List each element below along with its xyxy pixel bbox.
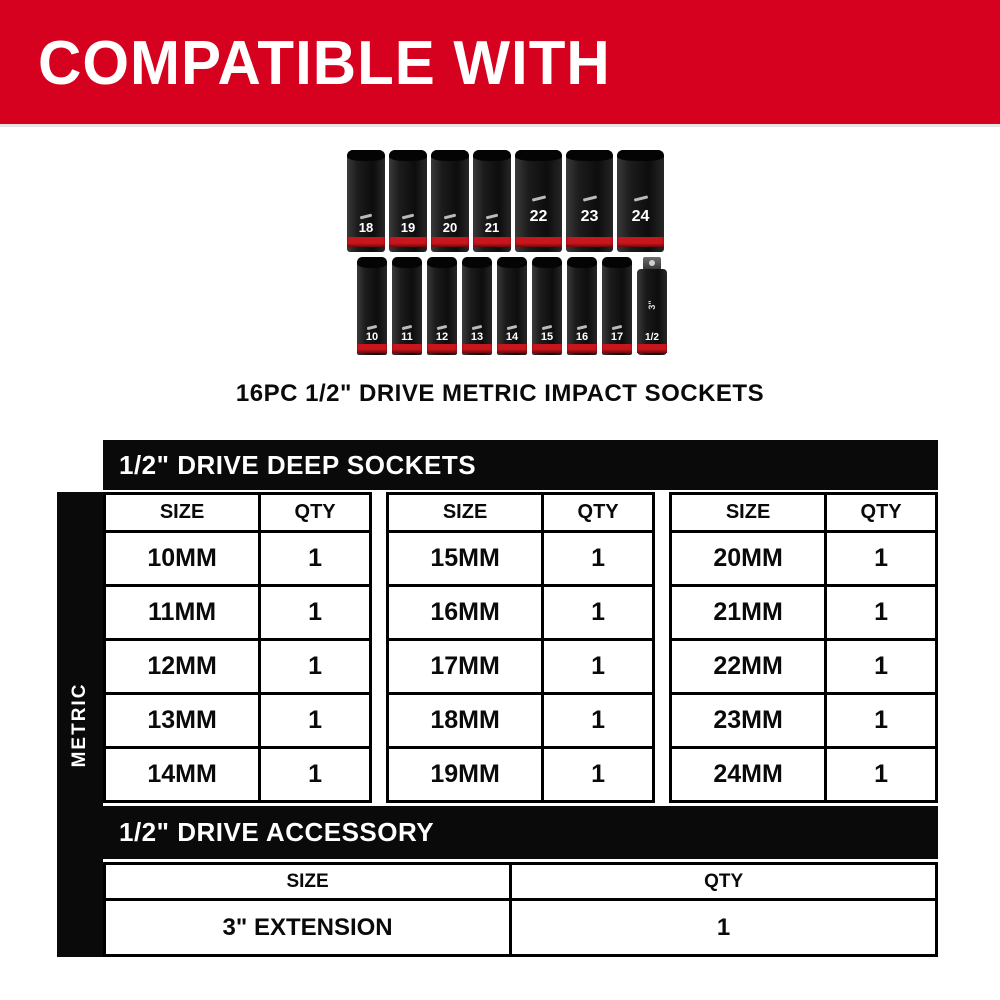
- qty-cell: 1: [308, 544, 323, 572]
- table-row: [389, 584, 652, 638]
- socket-opening: [392, 257, 422, 268]
- socket-size-label: 19: [400, 220, 416, 235]
- milwaukee-logo-mark: [633, 195, 647, 201]
- socket-15: [532, 257, 562, 355]
- milwaukee-logo-mark: [507, 325, 517, 330]
- socket-size-label: 18: [358, 220, 374, 235]
- table-row: [672, 638, 935, 692]
- table-row: [672, 530, 935, 584]
- extension-shaft-label: 3": [647, 300, 657, 310]
- socket-11: [392, 257, 422, 355]
- qty-cell: 1: [591, 652, 606, 680]
- table-header-row: [106, 865, 935, 898]
- socket-opening: [497, 257, 527, 268]
- size-cell: 19MM: [389, 749, 544, 800]
- extension-drive-label: 1/2: [645, 332, 659, 343]
- size-cell: 10MM: [106, 533, 261, 584]
- metric-side-strip: [57, 492, 103, 957]
- qty-cell: 1: [591, 598, 606, 626]
- socket-17: [602, 257, 632, 355]
- red-band: [515, 237, 562, 247]
- socket-size-label: 17: [610, 331, 624, 343]
- deep-sockets-section-title: 1/2" DRIVE DEEP SOCKETS: [119, 449, 477, 480]
- socket-18: [347, 150, 385, 252]
- milwaukee-logo-mark: [402, 325, 412, 330]
- socket-opening: [462, 257, 492, 268]
- deep-sockets-table-group-3: [669, 492, 938, 803]
- socket-21: [473, 150, 511, 252]
- socket-size-label: 11: [401, 331, 413, 343]
- size-cell: 3" EXTENSION: [106, 901, 512, 954]
- red-band: [497, 344, 527, 353]
- table-row: [389, 746, 652, 800]
- milwaukee-logo-mark: [531, 195, 545, 201]
- size-cell: 16MM: [389, 587, 544, 638]
- size-cell: 18MM: [389, 695, 544, 746]
- qty-cell: 1: [591, 706, 606, 734]
- table-row: [106, 692, 369, 746]
- red-band: [431, 237, 469, 247]
- deep-sockets-section-bar: [103, 440, 938, 490]
- table-row: [106, 746, 369, 800]
- size-cell: 15MM: [389, 533, 544, 584]
- qty-cell: 1: [308, 652, 323, 680]
- milwaukee-logo-mark: [542, 325, 552, 330]
- red-band: [462, 344, 492, 353]
- qty-cell: 1: [874, 760, 889, 788]
- drive-extension: [637, 257, 667, 355]
- size-column-header: SIZE: [106, 865, 512, 898]
- table-header-row: [106, 495, 369, 530]
- socket-size-label: 10: [365, 331, 379, 343]
- socket-13: [462, 257, 492, 355]
- qty-cell: 1: [874, 598, 889, 626]
- qty-cell: 1: [308, 598, 323, 626]
- table-row: [389, 638, 652, 692]
- socket-opening: [473, 150, 511, 161]
- size-cell: 24MM: [672, 749, 827, 800]
- accessory-section-bar: [103, 806, 938, 859]
- table-row: [672, 584, 935, 638]
- qty-cell: 1: [874, 706, 889, 734]
- socket-image-top-row: [347, 150, 664, 252]
- socket-size-label: 23: [580, 208, 599, 225]
- socket-opening: [357, 257, 387, 268]
- qty-cell: 1: [716, 913, 731, 941]
- accessory-table: [103, 862, 938, 957]
- accessory-section-title: 1/2" DRIVE ACCESSORY: [119, 817, 435, 847]
- red-band: [427, 344, 457, 353]
- socket-19: [389, 150, 427, 252]
- socket-opening: [515, 150, 562, 161]
- socket-opening: [431, 150, 469, 161]
- red-band: [567, 344, 597, 353]
- socket-size-label: 21: [484, 220, 500, 235]
- socket-24: [617, 150, 664, 252]
- milwaukee-logo-mark: [367, 325, 377, 330]
- red-band: [392, 344, 422, 353]
- red-band: [347, 237, 385, 247]
- socket-size-label: 15: [540, 331, 554, 343]
- socket-opening: [427, 257, 457, 268]
- socket-opening: [532, 257, 562, 268]
- table-row: [389, 692, 652, 746]
- red-band: [389, 237, 427, 247]
- milwaukee-logo-mark: [360, 214, 372, 220]
- table-row: [106, 584, 369, 638]
- socket-opening: [389, 150, 427, 161]
- socket-size-label: 22: [529, 208, 548, 225]
- milwaukee-logo-mark: [402, 214, 414, 220]
- qty-cell: 1: [591, 760, 606, 788]
- table-row: [106, 530, 369, 584]
- socket-opening: [617, 150, 664, 161]
- table-row: [106, 898, 935, 954]
- milwaukee-logo-mark: [444, 214, 456, 220]
- size-cell: 17MM: [389, 641, 544, 692]
- socket-size-label: 13: [470, 331, 484, 343]
- milwaukee-logo-mark: [472, 325, 482, 330]
- red-band: [566, 237, 613, 247]
- red-band: [602, 344, 632, 353]
- socket-16: [567, 257, 597, 355]
- qty-column-header: QTY: [577, 501, 619, 523]
- socket-22: [515, 150, 562, 252]
- socket-size-label: 14: [505, 331, 519, 343]
- deep-sockets-table-group-2: [386, 492, 655, 803]
- deep-sockets-table: [103, 492, 938, 803]
- qty-column-header: QTY: [294, 501, 336, 523]
- banner-title: COMPATIBLE WITH: [38, 27, 611, 97]
- size-column-header: SIZE: [672, 495, 827, 530]
- socket-10: [357, 257, 387, 355]
- size-cell: 14MM: [106, 749, 261, 800]
- socket-image-bottom-row: [357, 257, 667, 355]
- size-cell: 12MM: [106, 641, 261, 692]
- size-cell: 22MM: [672, 641, 827, 692]
- socket-20: [431, 150, 469, 252]
- milwaukee-logo-mark: [486, 214, 498, 220]
- qty-cell: 1: [308, 706, 323, 734]
- deep-sockets-table-group-1: [103, 492, 372, 803]
- red-band: [617, 237, 664, 247]
- table-row: [672, 692, 935, 746]
- qty-cell: 1: [874, 652, 889, 680]
- table-row: [389, 530, 652, 584]
- milwaukee-logo-mark: [437, 325, 447, 330]
- size-cell: 11MM: [106, 587, 261, 638]
- size-column-header: SIZE: [106, 495, 261, 530]
- socket-opening: [566, 150, 613, 161]
- size-cell: 23MM: [672, 695, 827, 746]
- size-cell: 13MM: [106, 695, 261, 746]
- compatible-with-banner: [0, 0, 1000, 124]
- table-header-row: [389, 495, 652, 530]
- red-band: [532, 344, 562, 353]
- table-row: [106, 638, 369, 692]
- milwaukee-logo-mark: [582, 195, 596, 201]
- socket-size-label: 12: [435, 331, 449, 343]
- qty-cell: 1: [591, 544, 606, 572]
- socket-14: [497, 257, 527, 355]
- detent-hole: [649, 260, 655, 266]
- socket-opening: [602, 257, 632, 268]
- size-column-header: SIZE: [389, 495, 544, 530]
- socket-size-label: 24: [631, 208, 650, 225]
- qty-column-header: QTY: [860, 501, 902, 523]
- milwaukee-logo-mark: [612, 325, 622, 330]
- metric-side-label: METRIC: [69, 682, 90, 767]
- qty-cell: 1: [308, 760, 323, 788]
- table-header-row: [672, 495, 935, 530]
- table-row: [672, 746, 935, 800]
- red-band: [473, 237, 511, 247]
- red-band: [357, 344, 387, 353]
- socket-12: [427, 257, 457, 355]
- socket-size-label: 20: [442, 220, 458, 235]
- qty-cell: 1: [874, 544, 889, 572]
- socket-opening: [567, 257, 597, 268]
- size-cell: 20MM: [672, 533, 827, 584]
- size-cell: 21MM: [672, 587, 827, 638]
- extension-body: [637, 269, 667, 355]
- product-caption: 16PC 1/2" DRIVE METRIC IMPACT SOCKETS: [235, 380, 765, 407]
- socket-size-label: 16: [575, 331, 589, 343]
- milwaukee-logo-mark: [577, 325, 587, 330]
- qty-column-header: QTY: [704, 870, 744, 892]
- socket-opening: [347, 150, 385, 161]
- red-band: [637, 344, 667, 353]
- socket-23: [566, 150, 613, 252]
